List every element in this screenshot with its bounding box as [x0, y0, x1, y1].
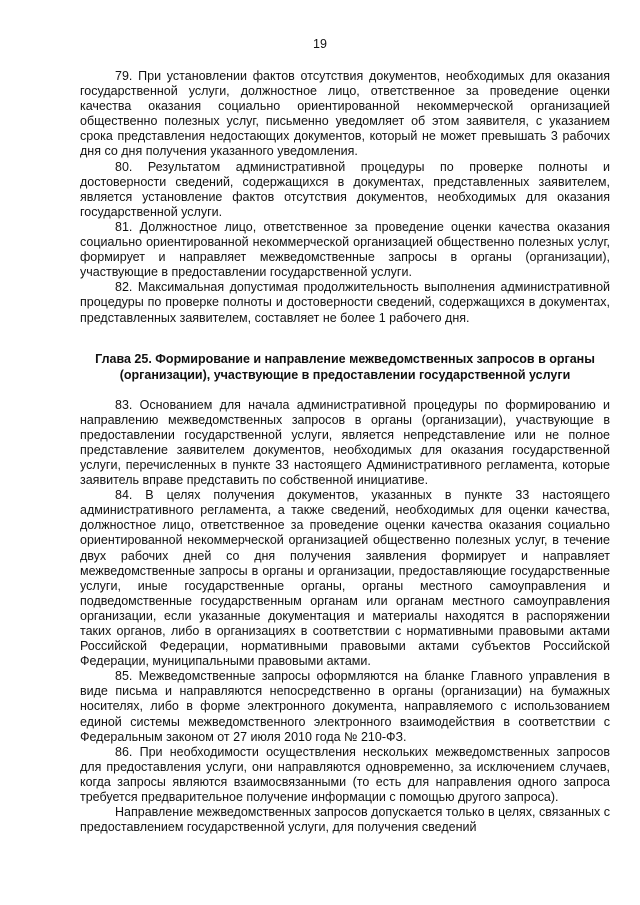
- paragraph-81: 81. Должностное лицо, ответственное за проведение оценки качества оказания социально ориентированной некоммерческой организацией общественно полезных услуг, формирует и направляет межведомственные запросы в органы (организации), участвующие в предоставлении государственной услуги.: [80, 219, 610, 280]
- paragraph-85: 85. Межведомственные запросы оформляются на бланке Главного управления в виде письма и направляются непосредственно в органы (организации) на бумажных носителях, либо в форме электронного документа, направляемого с использованием единой системы межведомственного электронного взаимодействия в соответствии с Федеральным законом от 27 июля 2010 года № 210-ФЗ.: [80, 669, 610, 744]
- paragraph-82: 82. Максимальная допустимая продолжительность выполнения административной процедуры по проверке полноты и достоверности сведений, содержащихся в документах, представленных заявителем, составляет не более 1 рабочего дня.: [80, 280, 610, 325]
- document-body: [80, 69, 610, 835]
- paragraph-80: 80. Результатом административной процедуры по проверке полноты и достоверности сведений, содержащихся в документах, представленных заявителем, является установление фактов отсутствия документов, необходимых для оказания государственной услуги.: [80, 159, 610, 219]
- page-number: 19: [313, 37, 327, 51]
- paragraph-84: 84. В целях получения документов, указанных в пункте 33 настоящего административного регламента, а также сведений, необходимых для оценки качества, должностное лицо, ответственное за проведение оценки качества оказания социально ориентированной некоммерческой организацией общественно полезных услуг, в течение двух рабочих дней со дня получения заявления формирует и направляет межведомственные запросы в органы и организации, предоставляющие государственные услуги, иные государственные органы, органы местного самоуправления и подведомственные государственным органам или органам местного самоуправления организации, если указанные документация и материалы находятся в распоряжении таких органов, либо в организациях в соответствии с нормативными правовыми актами Российской Федерации, нормативными правовыми актами субъектов Российской Федерации, муниципальными правовыми актами.: [80, 488, 610, 669]
- paragraph-83: 83. Основанием для начала административной процедуры по формированию и направлению межведомственных запросов в органы (организации), участвующие в предоставлении государственной услуги, является непредставление или не полное представление заявителем документов, необходимых для оказания государственной услуги, перечисленных в пункте 33 настоящего Административного регламента, которые заявитель вправе представить по собственной инициативе.: [80, 397, 610, 488]
- chapter-heading: Глава 25. Формирование и направление межведомственных запросов в органы (организации), участвующие в предоставлении государственной услуги: [95, 351, 595, 382]
- paragraph-86: 86. При необходимости осуществления нескольких межведомственных запросов для предоставления услуги, они направляются одновременно, за исключением случаев, когда запросы являются взаимосвязанными (то есть для направления одного запроса требуется предварительное получение информации с помощью другого запроса).: [80, 744, 610, 805]
- paragraph-79: 79. При установлении фактов отсутствия документов, необходимых для оказания государственной услуги, должностное лицо, ответственное за проведение оценки качества оказания социально ориентированной некоммерческой организацией общественно полезных услуг, письменно уведомляет об этом заявителя, с указанием срока представления недостающих документов, который не может превышать 3 рабочих дня со дня получения указанного уведомления.: [80, 69, 610, 159]
- paragraph-continuation: Направление межведомственных запросов допускается только в целях, связанных с предоставлением государственной услуги, для получения сведений: [80, 805, 610, 835]
